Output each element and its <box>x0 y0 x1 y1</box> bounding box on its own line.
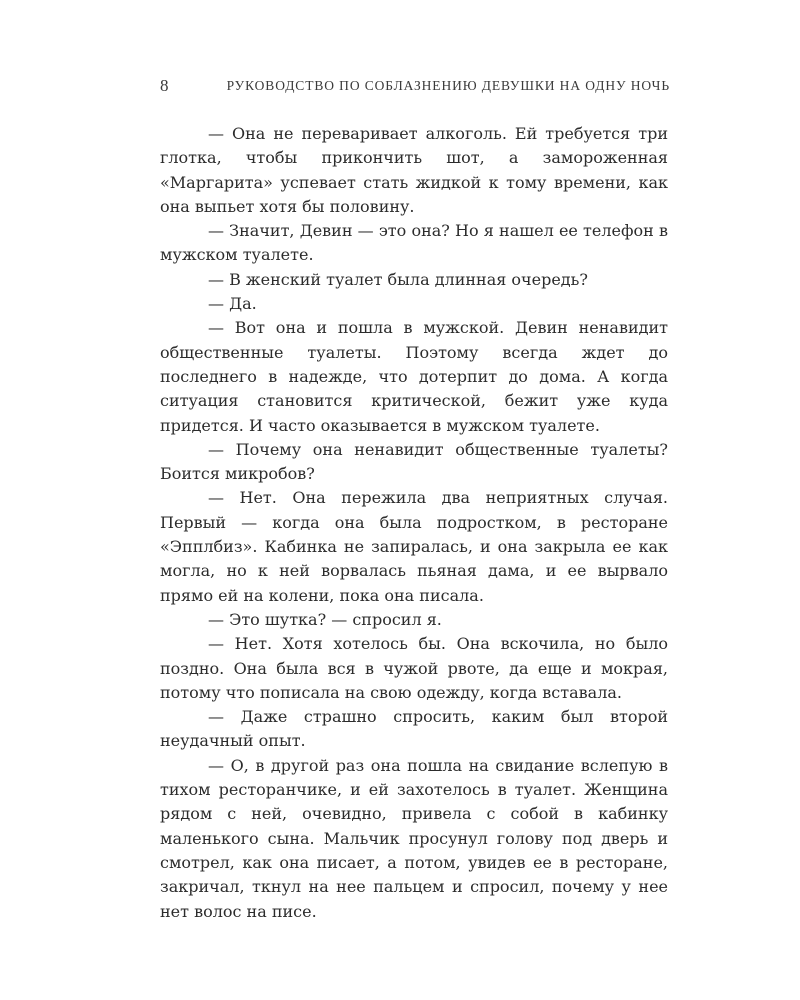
body-text <box>160 122 668 924</box>
paragraph: — Она не переваривает алкоголь. Ей требуется три глотка, чтобы прикончить шот, а замороженная «Маргарита» успевает стать жидкой к тому времени, как она выпьет хотя бы половину. <box>160 124 668 216</box>
paragraph: — Нет. Она пережила два неприятных случая. Первый — когда она была подростком, в ресторане «Эпплбиз». Кабинка не запиралась, и она закрыла ее как могла, но к ней ворвалась пьяная дама, и ее вырвало прямо ей на колени, пока она писала. <box>160 488 668 605</box>
page-number: 8 <box>160 76 169 95</box>
paragraph: — В женский туалет была длинная очередь? <box>208 269 588 289</box>
paragraph: — О, в другой раз она пошла на свидание вслепую в тихом ресторанчике, и ей захотелось в туалет. Женщина рядом с ней, очевидно, привела с собой в кабинку маленького сына. Мальчик просунул голову под дверь и смотрел, как она писает, а потом, увидев ее в ресторане, закричал, ткнул на нее пальцем и спросил, почему у нее нет волос на писе. <box>160 755 668 921</box>
paragraph: — Значит, Девин — это она? Но я нашел ее телефон в мужском туалете. <box>160 221 668 265</box>
paragraph: — Даже страшно спросить, каким был второй неудачный опыт. <box>160 707 668 751</box>
paragraph: — Да. <box>208 294 257 314</box>
paragraph: — Это шутка? — спросил я. <box>208 609 442 629</box>
paragraph: — Вот она и пошла в мужской. Девин ненавидит общественные туалеты. Поэтому всегда ждет до последнего в надежде, что дотерпит до дома. А когда ситуация становится критической, бежит уже куда придется. И часто оказывается в мужском туалете. <box>160 318 668 435</box>
paragraph: — Почему она ненавидит общественные туалеты? Боится микробов? <box>160 439 668 484</box>
paragraph: — Нет. Хотя хотелось бы. Она вскочила, но было поздно. Она была вся в чужой рвоте, да еще и мокрая, потому что пописала на свою одежду, когда вставала. <box>160 634 668 702</box>
running-head <box>160 76 670 98</box>
book-title: РУКОВОДСТВО ПО СОБЛАЗНЕНИЮ ДЕВУШКИ НА ОДНУ НОЧЬ <box>226 78 670 93</box>
